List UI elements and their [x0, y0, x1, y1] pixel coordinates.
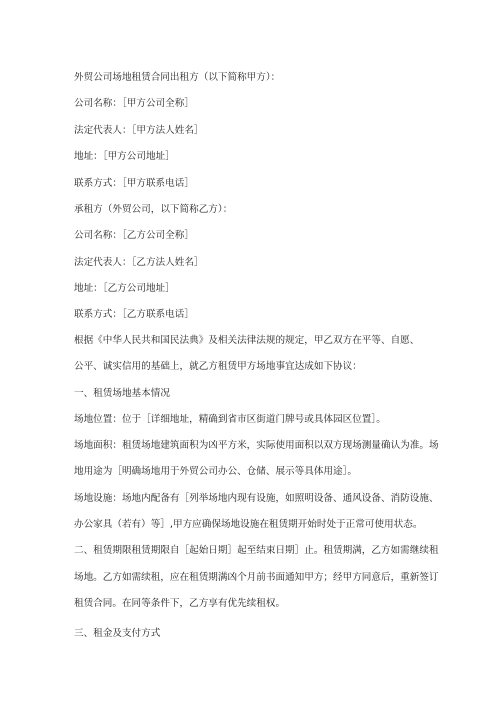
lessor-company-name: 公司名称：［甲方公司全称］ [74, 98, 194, 109]
lessee-heading: 承租方（外贸公司，以下简称乙方）： [74, 204, 233, 215]
section-2-line-3: 租赁合同。在同等条件下，乙方享有优先续租权。 [74, 598, 286, 609]
lessor-contact: 联系方式：［甲方联系电话］ [74, 178, 194, 189]
section-2-line-2: 场地。乙方如需续租，应在租赁期满凶个月前书面通知甲方；经甲方同意后，重新签订 [74, 572, 439, 583]
section-3-heading: 三、租金及支付方式 [74, 628, 161, 639]
lessor-legal-representative: 法定代表人：［甲方法人姓名］ [74, 125, 204, 136]
site-area-line-1: 场地面积：租赁场地建筑面积为凶平方米，实际使用面积以双方现场测量确认为准。场 [74, 440, 439, 451]
preamble-line-1: 根据《中华人民共和国民法典》及相关法律法规的规定，甲乙双方在平等、自愿、 [74, 335, 420, 346]
lessee-legal-representative: 法定代表人：［乙方法人姓名］ [74, 257, 204, 268]
section-2-line-1: 二、租赁期限租赁期限自［起始日期］起至结束日期］止。租赁期满，乙方如需继续租 [74, 545, 439, 556]
site-area-line-2: 地用途为［明确场地用于外贸公司办公、仓储、展示等具体用途］。 [74, 466, 358, 477]
section-1-heading: 一、租赁场地基本情况 [74, 388, 170, 399]
site-facilities-line-2: 办公家具（若有）等］,甲方应确保场地设施在租赁期开始时处于正常可使用状态。 [74, 519, 423, 530]
site-location: 场地位置：位于［详细地址，精确到省市区街道门牌号或具体园区位置］。 [74, 414, 386, 425]
lessee-address: 地址：［乙方公司地址］ [74, 283, 175, 294]
lessee-contact: 联系方式：［乙方联系电话］ [74, 309, 194, 320]
site-facilities-line-1: 场地设施：场地内配备有［列举场地内现有设施，如照明设备、通风设备、消防设施、 [74, 493, 439, 504]
contract-title-lessor: 外贸公司场地租赁合同出租方（以下简称甲方）： [74, 72, 281, 83]
preamble-line-2: 公平、诚实信用的基础上，就乙方租赁甲方场地事宜达成如下协议： [74, 361, 362, 372]
lessor-address: 地址：［甲方公司地址］ [74, 151, 175, 162]
lessee-company-name: 公司名称：［乙方公司全称］ [74, 230, 194, 241]
